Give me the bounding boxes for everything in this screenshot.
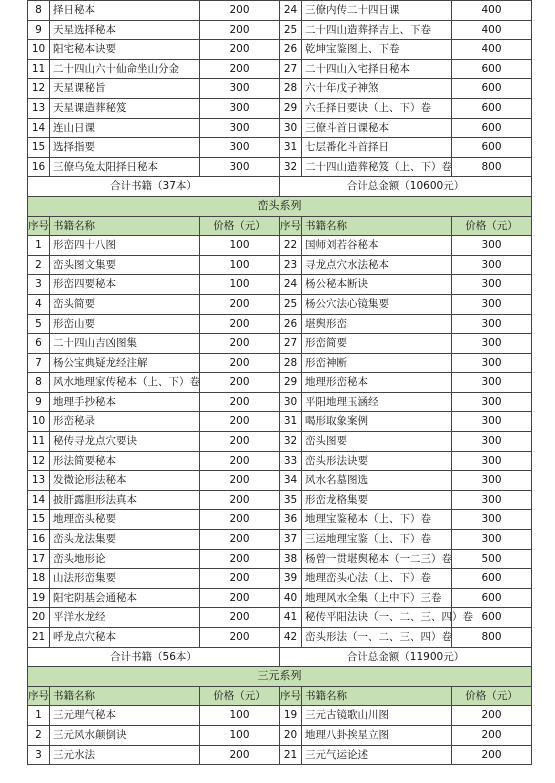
table-row [28,725,532,745]
book-number: 26 [280,40,302,60]
book-price: 600 [452,118,532,138]
book-title: 呼龙点穴秘本 [50,628,200,648]
book-price: 300 [452,392,532,412]
book-price: 600 [452,588,532,608]
table-row [28,373,532,393]
book-title: 二十四山造葬择吉上、下卷 [302,20,452,40]
book-number: 33 [280,451,302,471]
book-price: 100 [200,255,280,275]
book-number: 9 [28,20,50,40]
table-row [28,530,532,550]
book-number: 11 [28,59,50,79]
section-title: 三元系列 [28,667,532,687]
book-title: 峦头简要 [50,294,200,314]
book-number: 32 [280,157,302,177]
book-price: 500 [452,549,532,569]
book-price: 200 [200,334,280,354]
book-title: 形峦龙格集要 [302,490,452,510]
book-title: 风水名墓图选 [302,471,452,491]
book-price: 300 [200,138,280,158]
book-title: 形峦四要秘本 [50,275,200,295]
book-price-list [27,0,531,765]
table-row [28,138,532,158]
totals-row [28,647,532,667]
book-price: 300 [200,98,280,118]
book-title: 峦头图要 [302,432,452,452]
book-title: 峦头图文集要 [50,255,200,275]
header-number: 序号 [28,686,50,706]
book-price: 300 [452,412,532,432]
book-title: 二十四山吉凶图集 [50,334,200,354]
header-price: 价格（元） [200,686,280,706]
book-price: 300 [452,334,532,354]
book-price: 200 [200,451,280,471]
table-row [28,608,532,628]
book-number: 28 [280,353,302,373]
book-title: 二十四山入宅择日秘本 [302,59,452,79]
book-price: 200 [200,510,280,530]
book-number: 11 [28,432,50,452]
book-number: 8 [28,373,50,393]
book-title: 天星课秘旨 [50,79,200,99]
book-number: 31 [280,412,302,432]
book-title: 地理峦头秘要 [50,510,200,530]
book-title: 天星选择秘本 [50,20,200,40]
book-title: 三元风水颠倒诀 [50,725,200,745]
column-header-row [28,686,532,706]
book-title: 阳宅秘本诀要 [50,40,200,60]
book-price: 300 [452,471,532,491]
table-row [28,706,532,726]
book-title: 秘传平阳法诀（一、二、三、四）卷 [302,608,452,628]
book-price: 200 [200,432,280,452]
book-number: 2 [28,255,50,275]
book-number: 37 [280,530,302,550]
book-title: 形法简要秘本 [50,451,200,471]
book-title: 择日秘本 [50,1,200,21]
table-row [28,20,532,40]
book-number: 6 [28,334,50,354]
table-row [28,353,532,373]
book-title: 杨公宝典疑龙经注解 [50,353,200,373]
table-row [28,79,532,99]
book-price: 400 [452,1,532,21]
book-title: 三僚斗首日课秘本 [302,118,452,138]
book-number: 26 [280,314,302,334]
book-number: 13 [28,98,50,118]
book-number: 3 [28,745,50,765]
header-title: 书籍名称 [50,216,200,236]
book-title: 峦头龙法集要 [50,530,200,550]
book-number: 8 [28,1,50,21]
table-row [28,275,532,295]
book-title: 寻龙点穴水法秘本 [302,255,452,275]
book-title: 地理峦头心法（上、下）卷 [302,569,452,589]
book-price: 200 [452,725,532,745]
table-row [28,255,532,275]
book-title: 三运地理宝鉴（上、下）卷 [302,530,452,550]
book-number: 10 [28,412,50,432]
table-row [28,628,532,648]
book-number: 10 [28,40,50,60]
book-price: 100 [200,275,280,295]
book-price: 300 [452,373,532,393]
table-row [28,118,532,138]
book-number: 29 [280,98,302,118]
table-row [28,451,532,471]
book-number: 36 [280,510,302,530]
book-number: 12 [28,451,50,471]
book-price: 300 [452,451,532,471]
total-books: 合计书籍（37本） [28,177,280,197]
book-title: 三僚乌兔太阳择日秘本 [50,157,200,177]
book-number: 35 [280,490,302,510]
book-title: 杨公穴法心镜集要 [302,294,452,314]
book-number: 3 [28,275,50,295]
book-price: 200 [200,490,280,510]
book-price: 300 [452,510,532,530]
price-table-body [28,1,532,765]
book-price: 200 [200,628,280,648]
table-row [28,412,532,432]
book-number: 31 [280,138,302,158]
book-number: 20 [28,608,50,628]
book-price: 200 [200,745,280,765]
book-number: 25 [280,20,302,40]
book-number: 34 [280,471,302,491]
book-price: 600 [452,59,532,79]
header-price: 价格（元） [452,686,532,706]
table-row [28,98,532,118]
book-number: 24 [280,1,302,21]
header-number: 序号 [28,216,50,236]
book-number: 2 [28,725,50,745]
book-price: 400 [452,40,532,60]
book-title: 峦头地形论 [50,549,200,569]
book-title: 峦头形法（一、二、三、四）卷 [302,628,452,648]
table-row [28,59,532,79]
header-number: 序号 [280,216,302,236]
book-title: 形峦山要 [50,314,200,334]
book-title: 地理形峦秘本 [302,373,452,393]
book-number: 29 [280,373,302,393]
book-title: 秘传寻龙点穴要诀 [50,432,200,452]
book-price: 600 [452,138,532,158]
header-title: 书籍名称 [302,686,452,706]
book-price: 800 [452,628,532,648]
section-title: 峦头系列 [28,196,532,216]
book-title: 三元水法 [50,745,200,765]
book-number: 15 [28,510,50,530]
book-price: 600 [452,608,532,628]
book-title: 选择指要 [50,138,200,158]
book-number: 21 [28,628,50,648]
section-title-row [28,667,532,687]
book-number: 19 [280,706,302,726]
table-row [28,294,532,314]
table-row [28,588,532,608]
book-title: 地理风水全集（上中下）三卷 [302,588,452,608]
book-title: 杨公秘本断诀 [302,275,452,295]
book-title: 形峦简要 [302,334,452,354]
book-price: 100 [200,236,280,256]
book-title: 天星课造葬秘笈 [50,98,200,118]
table-row [28,157,532,177]
book-title: 平洋水龙经 [50,608,200,628]
book-price: 300 [452,530,532,550]
book-number: 30 [280,118,302,138]
book-title: 二十四山造葬秘笈（上、下）卷 [302,157,452,177]
book-number: 12 [28,79,50,99]
table-row [28,510,532,530]
book-title: 披肝露胆形法真本 [50,490,200,510]
book-price: 300 [200,79,280,99]
book-price: 200 [452,745,532,765]
book-title: 国师刘若谷秘本 [302,236,452,256]
book-price: 300 [200,118,280,138]
book-number: 4 [28,294,50,314]
book-number: 41 [280,608,302,628]
header-title: 书籍名称 [302,216,452,236]
total-amount: 合计总金额（10600元） [280,177,532,197]
book-price: 300 [452,294,532,314]
table-row [28,490,532,510]
section-title-row [28,196,532,216]
book-price: 200 [200,569,280,589]
book-price: 300 [452,236,532,256]
book-title: 六壬择日要诀（上、下）卷 [302,98,452,118]
book-number: 5 [28,314,50,334]
column-header-row [28,216,532,236]
book-price: 200 [200,294,280,314]
book-price: 600 [452,79,532,99]
book-number: 22 [280,236,302,256]
book-price: 200 [200,373,280,393]
book-title: 杨曾一贯堪舆秘本（一二三）卷 [302,549,452,569]
book-title: 形峦秘录 [50,412,200,432]
header-price: 价格（元） [200,216,280,236]
book-price: 200 [200,59,280,79]
book-number: 20 [280,725,302,745]
table-row [28,392,532,412]
book-number: 40 [280,588,302,608]
book-price: 300 [452,314,532,334]
header-title: 书籍名称 [50,686,200,706]
book-number: 19 [28,588,50,608]
book-title: 三元理气秘本 [50,706,200,726]
book-number: 14 [28,118,50,138]
book-price: 800 [452,157,532,177]
book-title: 形峦四十八图 [50,236,200,256]
table-row [28,40,532,60]
book-number: 1 [28,706,50,726]
book-title: 地理宝鉴秘本（上、下）卷 [302,510,452,530]
book-number: 42 [280,628,302,648]
book-title: 乾坤宝鉴图上、下卷 [302,40,452,60]
book-title: 山法形峦集要 [50,569,200,589]
book-number: 38 [280,549,302,569]
book-price: 200 [452,706,532,726]
book-number: 14 [28,490,50,510]
book-price: 200 [200,20,280,40]
book-title: 连山日课 [50,118,200,138]
book-number: 28 [280,79,302,99]
book-price: 200 [200,588,280,608]
book-title: 峦头形法诀要 [302,451,452,471]
book-price: 200 [200,471,280,491]
book-title: 地理手抄秘本 [50,392,200,412]
table-row [28,745,532,765]
book-number: 32 [280,432,302,452]
book-number: 25 [280,294,302,314]
book-price: 200 [200,530,280,550]
book-number: 27 [280,59,302,79]
book-price: 300 [452,255,532,275]
table-row [28,549,532,569]
book-price: 300 [200,157,280,177]
book-price: 300 [452,432,532,452]
book-number: 16 [28,157,50,177]
book-title: 六十年戊子神煞 [302,79,452,99]
book-title: 三元气运论述 [302,745,452,765]
total-amount: 合计总金额（11900元） [280,647,532,667]
book-number: 18 [28,569,50,589]
book-title: 地理八卦挨星立图 [302,725,452,745]
book-title: 形峦神断 [302,353,452,373]
price-table [27,0,532,765]
book-price: 200 [200,1,280,21]
book-number: 7 [28,353,50,373]
book-price: 200 [200,314,280,334]
book-price: 600 [452,98,532,118]
book-number: 23 [280,255,302,275]
book-price: 100 [200,706,280,726]
book-price: 200 [200,549,280,569]
book-title: 风水地理家传秘本（上、下）卷 [50,373,200,393]
book-title: 七层番化斗首择日 [302,138,452,158]
table-row [28,236,532,256]
book-number: 17 [28,549,50,569]
book-price: 300 [452,275,532,295]
total-books: 合计书籍（56本） [28,647,280,667]
book-number: 13 [28,471,50,491]
book-price: 100 [200,725,280,745]
book-number: 21 [280,745,302,765]
book-title: 平阳地理玉涵经 [302,392,452,412]
book-title: 发微论形法秘本 [50,471,200,491]
book-number: 1 [28,236,50,256]
table-row [28,471,532,491]
book-number: 27 [280,334,302,354]
table-row [28,334,532,354]
book-price: 600 [452,569,532,589]
header-number: 序号 [280,686,302,706]
table-row [28,1,532,21]
book-number: 24 [280,275,302,295]
book-price: 200 [200,353,280,373]
book-price: 400 [452,20,532,40]
book-price: 300 [452,353,532,373]
totals-row [28,177,532,197]
table-row [28,432,532,452]
book-price: 300 [452,490,532,510]
book-number: 9 [28,392,50,412]
book-title: 喝形取象案例 [302,412,452,432]
book-number: 30 [280,392,302,412]
book-number: 39 [280,569,302,589]
book-number: 16 [28,530,50,550]
book-title: 三僚内传二十四日课 [302,1,452,21]
book-price: 200 [200,392,280,412]
book-number: 15 [28,138,50,158]
book-title: 堪舆形峦 [302,314,452,334]
book-price: 200 [200,40,280,60]
header-price: 价格（元） [452,216,532,236]
book-title: 三元古镜歌山川图 [302,706,452,726]
book-title: 阳宅阴基会通秘本 [50,588,200,608]
table-row [28,569,532,589]
table-row [28,314,532,334]
book-title: 二十四山六十仙命坐山分金 [50,59,200,79]
book-price: 200 [200,412,280,432]
book-price: 200 [200,608,280,628]
